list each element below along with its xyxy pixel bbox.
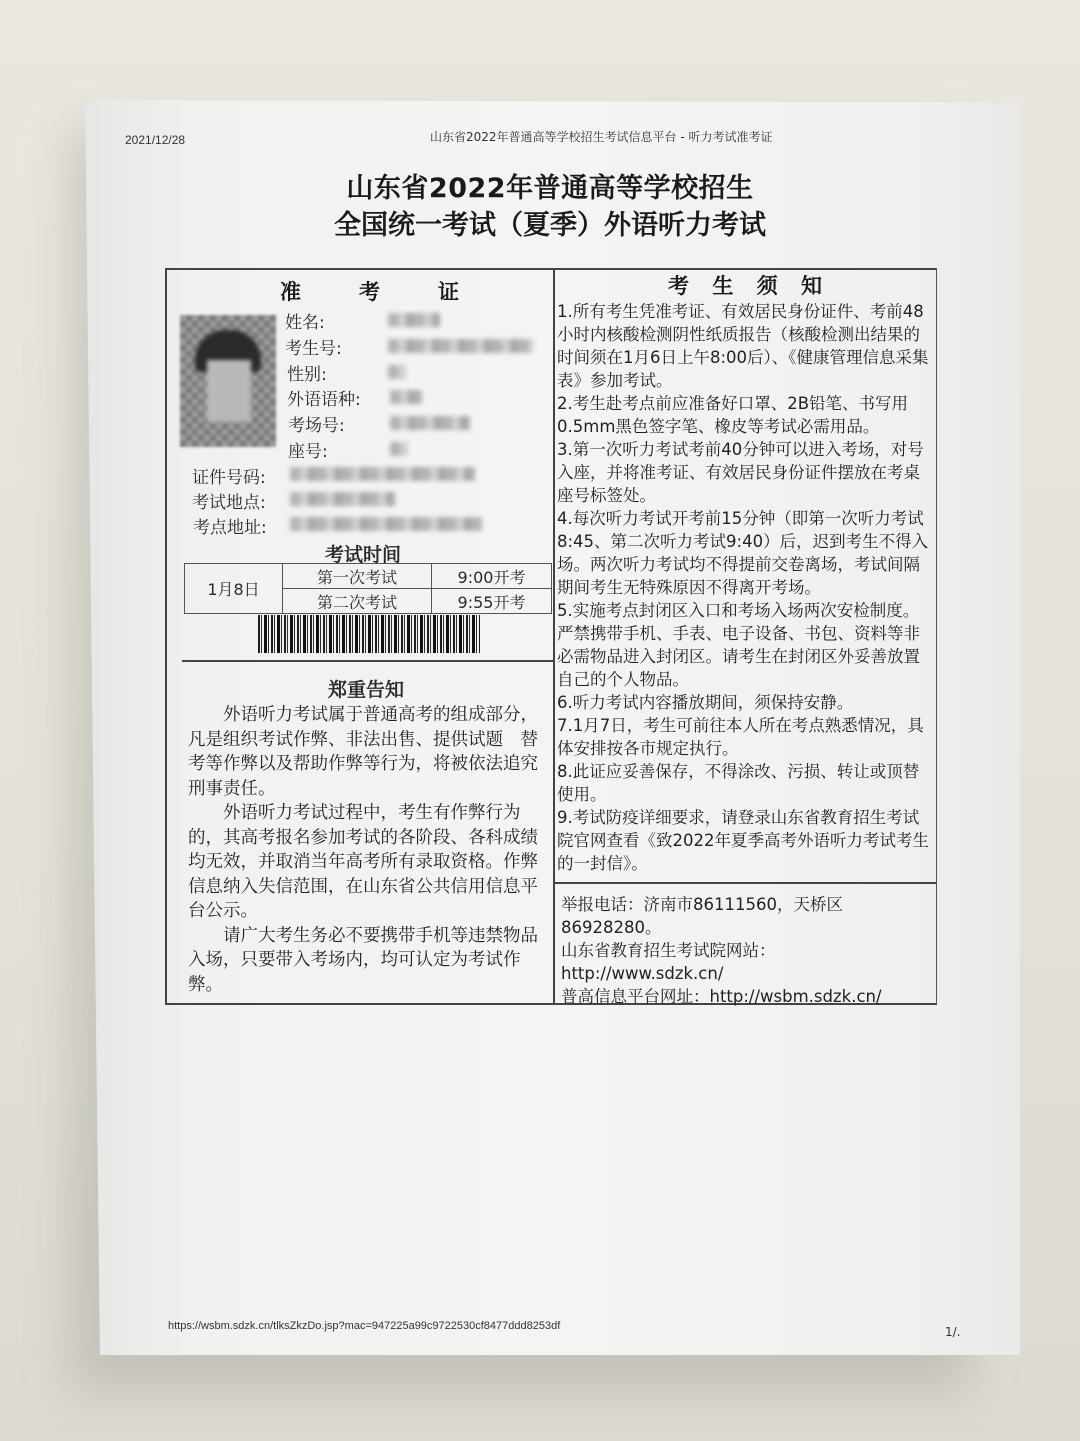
- instruction-item: 3.第一次听力考试考前40分钟可以进入考场，对号入座，并将准考证、有效居民身份证件摆放在考桌座号标签处。: [557, 440, 924, 505]
- session-name: 第二次考试: [283, 589, 432, 614]
- admission-ticket-heading: 准 考 证: [280, 280, 460, 304]
- gender-label: 性别:: [287, 365, 327, 385]
- exam-institute-label: 山东省教育招生考试院网站：: [561, 941, 776, 960]
- notice-paragraph: 请广大考生务必不要携带手机等违禁物品入场，只要带入考场内，均可认定为考试作弊。: [188, 925, 538, 995]
- print-date: 2021/12/28: [125, 133, 186, 147]
- candidate-photo-face: [207, 360, 251, 422]
- platform-url-line: [561, 985, 931, 1008]
- candidate-instructions-heading: 考 生 须 知: [668, 274, 823, 298]
- notice-paragraph: 外语听力考试过程中，考生有作弊行为的，其高考报名参加考试的各阶段、各科成绩均无效，并取消当年高考所有录取资格。作弊信息纳入失信范围，在山东省公共信用信息平台公示。: [188, 803, 538, 921]
- instruction-item: 9.考试防疫详细要求，请登录山东省教育招生考试院官网查看《致2022年夏季高考外语听力考试考生的一封信》。: [557, 808, 929, 873]
- instruction-item: 1.所有考生凭准考证、有效居民身份证件、考前48小时内核酸检测阴性纸质报告（核酸检测出结果的时间须在1月6日上午8:00后）、《健康管理信息采集表》参加考试。: [557, 302, 929, 390]
- exam-time-heading: 考试时间: [325, 544, 402, 566]
- document-title-line2: 全国统一考试（夏季）外语听力考试: [334, 210, 766, 241]
- column-divider: [553, 268, 555, 1005]
- solemn-notice-heading: 郑重告知: [328, 679, 405, 701]
- instruction-item: 6.听力考试内容播放期间，须保持安静。: [557, 693, 854, 712]
- exam-room-label: 考场号:: [288, 416, 345, 436]
- instruction-item: 7.1月7日，考生可前往本人所在考点熟悉情况，具体安排按各市规定执行。: [557, 716, 924, 758]
- platform-label: 普高信息平台网址：: [561, 987, 710, 1006]
- site-address-label: 考点地址:: [193, 518, 267, 538]
- exam-date: 1月8日: [185, 564, 283, 614]
- session-time: 9:00开考: [432, 564, 552, 589]
- instruction-item: 8.此证应妥善保存，不得涂改、污损、转让或顶替使用。: [557, 762, 920, 804]
- language-value: [390, 390, 422, 404]
- solemn-notice-body: [188, 703, 553, 997]
- document-title-line1: 山东省2022年普通高等学校招生: [346, 173, 754, 204]
- exam-schedule-table: [184, 563, 552, 614]
- candidate-instructions-list: [557, 300, 932, 875]
- site-address-value: [290, 517, 482, 531]
- session-name: 第一次考试: [283, 564, 432, 589]
- name-value: [388, 313, 440, 327]
- session-time: 9:55开考: [432, 589, 552, 614]
- candidate-number-label: 考生号:: [285, 339, 342, 359]
- section-divider: [555, 882, 937, 884]
- seat-value: [390, 442, 408, 456]
- barcode: [258, 615, 480, 653]
- instruction-item: 5.实施考点封闭区入口和考场入场两次安检制度。严禁携带手机、手表、电子设备、书包、资料等非必需物品进入封闭区。请考生在封闭区外妥善放置自己的个人物品。: [557, 601, 920, 689]
- report-phone: 举报电话：济南市86111560，天桥区86928280。: [561, 895, 843, 937]
- language-label: 外语语种:: [287, 390, 361, 410]
- table-row: [185, 564, 552, 589]
- candidate-number-value: [388, 339, 533, 353]
- instruction-item: 2.考生赴考点前应准备好口罩、2B铅笔、书写用0.5mm黑色签字笔、橡皮等考试必需用品。: [557, 394, 909, 436]
- exam-room-value: [390, 416, 470, 430]
- gender-value: [388, 365, 406, 379]
- notice-paragraph: 外语听力考试属于普通高考的组成部分，凡是组织考试作弊、非法出售、提供试题 替考等作弊以及帮助作弊等行为，将被依法追究刑事责任。: [188, 705, 538, 799]
- footer-page-number: 1/.: [945, 1325, 961, 1339]
- exam-site-value: [290, 492, 395, 506]
- exam-institute-url: http://www.sdzk.cn/: [561, 964, 724, 983]
- name-label: 姓名:: [285, 313, 325, 333]
- exam-site-label: 考试地点:: [192, 493, 266, 513]
- seat-label: 座号:: [288, 442, 328, 462]
- instruction-item: 4.每次听力考试开考前15分钟（即第一次听力考试8:45、第二次听力考试9:40）后，迟到考生不得入场。两次听力考试均不得提前交卷离场，考试间隔期间考生无特殊原因不得离开考场。: [557, 509, 929, 597]
- platform-url: http://wsbm.sdzk.cn/: [709, 987, 882, 1006]
- contact-info: [561, 893, 931, 1008]
- id-number-label: 证件号码:: [192, 468, 266, 488]
- print-header-title: 山东省2022年普通高等学校招生考试信息平台 - 听力考试准考证: [430, 130, 773, 144]
- section-divider: [182, 660, 553, 662]
- footer-page-url: https://wsbm.sdzk.cn/tlksZkzDo.jsp?mac=947225a99c9722530cf8477ddd8253df: [168, 1320, 561, 1332]
- id-number-value: [290, 467, 475, 481]
